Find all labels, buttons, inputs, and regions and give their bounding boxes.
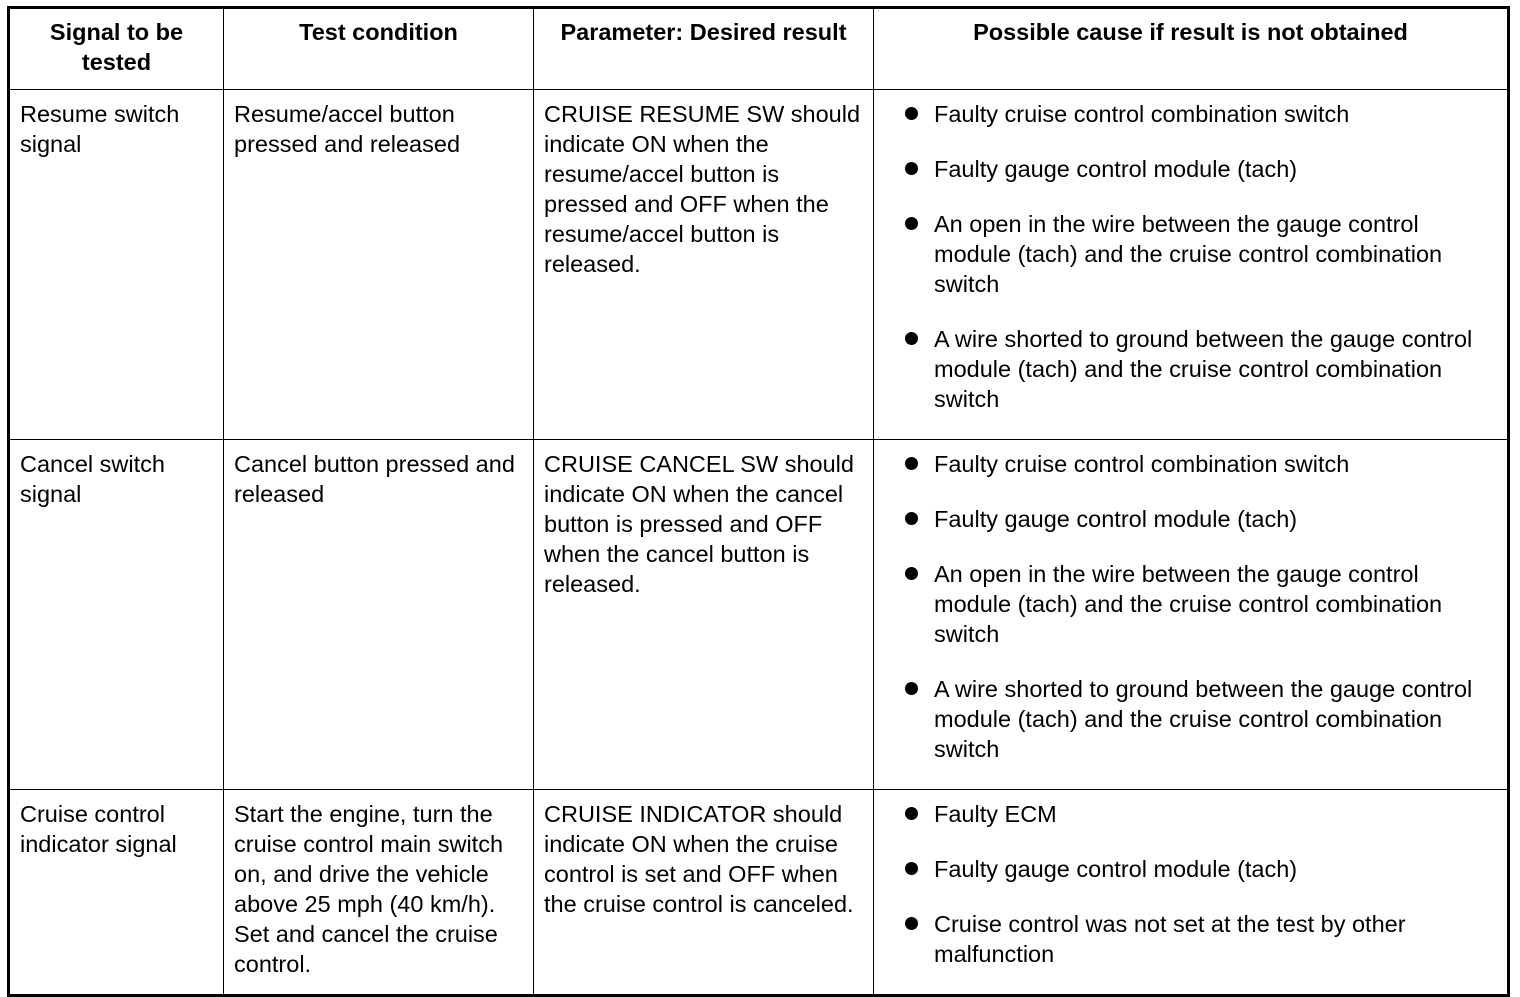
cause-list [884,99,1497,414]
cause-text: Faulty gauge control module (tach) [934,856,1298,882]
condition-cell: Cancel button pressed and released [224,440,534,790]
bullet-icon [905,332,918,345]
header-signal: Signal to be tested [9,8,224,90]
cause-text: Faulty gauge control module (tach) [934,506,1298,532]
bullet-icon [905,217,918,230]
cause-text: A wire shorted to ground between the gauge control module (tach) and the cruise control combination switch [934,676,1473,762]
cause-item [884,854,1497,884]
table-row [9,790,1509,996]
cause-text: Faulty cruise control combination switch [934,451,1350,477]
cause-text: Faulty ECM [934,801,1057,827]
causes-cell [874,790,1509,996]
causes-cell [874,440,1509,790]
signal-cell: Cruise control indicator signal [9,790,224,996]
bullet-icon [905,917,918,930]
bullet-icon [905,457,918,470]
bullet-icon [905,107,918,120]
diagnostic-table [7,6,1510,997]
cause-item [884,559,1497,649]
bullet-icon [905,567,918,580]
cause-text: Cruise control was not set at the test by other malfunction [934,911,1406,967]
cause-item [884,324,1497,414]
cause-text: A wire shorted to ground between the gauge control module (tach) and the cruise control combination switch [934,326,1473,412]
bullet-icon [905,862,918,875]
header-row [9,8,1509,90]
header-desired-result: Parameter: Desired result [534,8,874,90]
header-possible-cause: Possible cause if result is not obtained [874,8,1509,90]
cause-item [884,799,1497,829]
cause-item [884,154,1497,184]
cause-text: Faulty cruise control combination switch [934,101,1350,127]
cause-item [884,674,1497,764]
table-row [9,90,1509,440]
result-cell: CRUISE CANCEL SW should indicate ON when the cancel button is pressed and OFF when the cancel button is released. [534,440,874,790]
signal-cell: Cancel switch signal [9,440,224,790]
cause-text: An open in the wire between the gauge control module (tach) and the cruise control combination switch [934,211,1443,297]
cause-item [884,504,1497,534]
condition-cell: Resume/accel button pressed and released [224,90,534,440]
result-cell: CRUISE RESUME SW should indicate ON when the resume/accel button is pressed and OFF when the resume/accel button is released. [534,90,874,440]
cause-list [884,799,1497,969]
bullet-icon [905,682,918,695]
cause-item [884,209,1497,299]
bullet-icon [905,162,918,175]
cause-text: Faulty gauge control module (tach) [934,156,1298,182]
causes-cell [874,90,1509,440]
cause-item [884,449,1497,479]
condition-cell: Start the engine, turn the cruise control main switch on, and drive the vehicle above 25 mph (40 km/h). Set and cancel the cruise control. [224,790,534,996]
cause-item [884,909,1497,969]
result-cell: CRUISE INDICATOR should indicate ON when the cruise control is set and OFF when the cruise control is canceled. [534,790,874,996]
table-row [9,440,1509,790]
bullet-icon [905,512,918,525]
cause-item [884,99,1497,129]
cause-text: An open in the wire between the gauge control module (tach) and the cruise control combination switch [934,561,1443,647]
cause-list [884,449,1497,764]
signal-cell: Resume switch signal [9,90,224,440]
bullet-icon [905,807,918,820]
header-test-condition: Test condition [224,8,534,90]
